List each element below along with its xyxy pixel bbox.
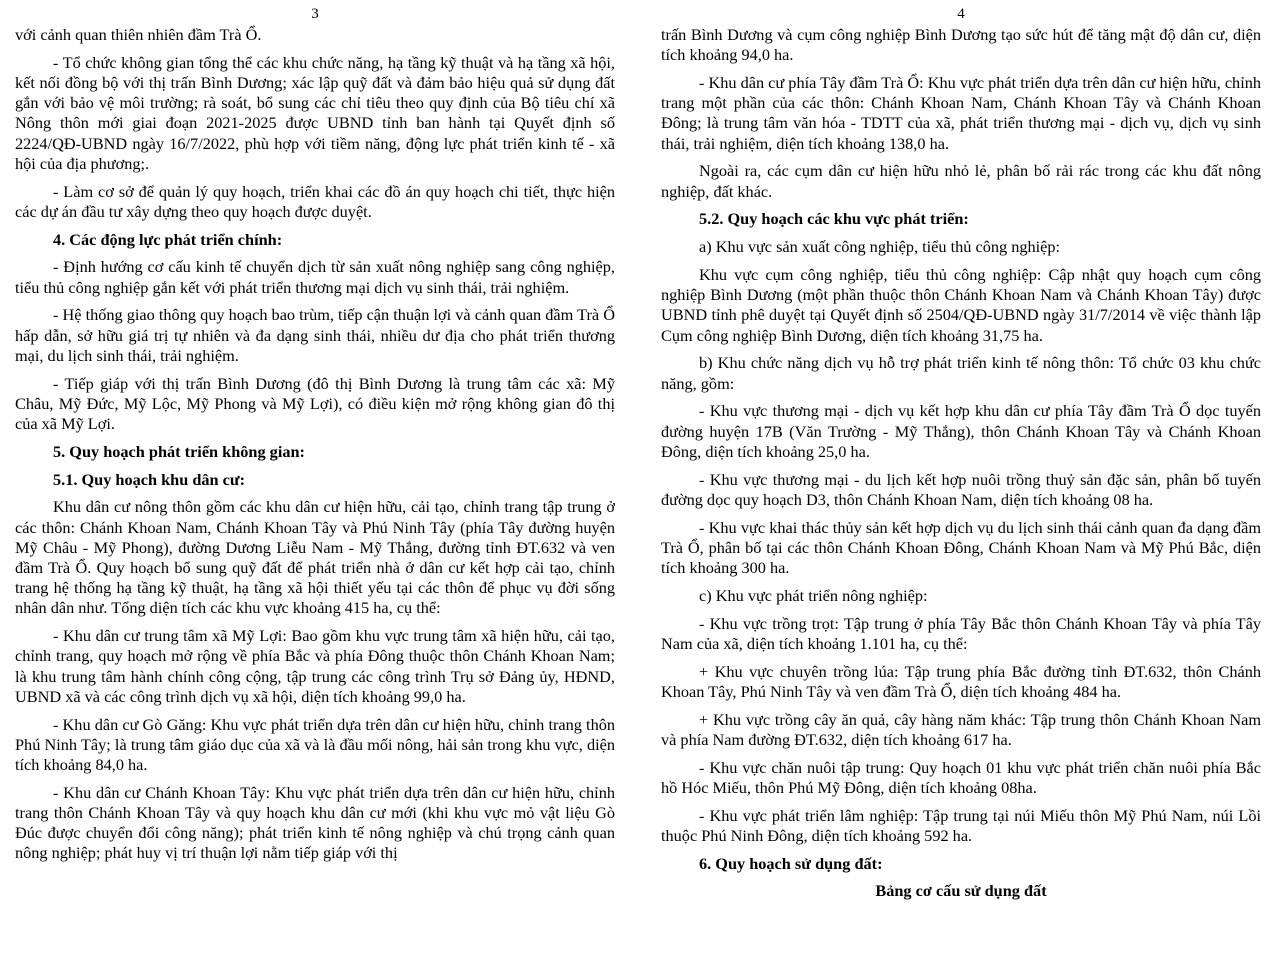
paragraph: - Khu dân cư trung tâm xã Mỹ Lợi: Bao gồm khu vực trung tâm xã hiện hữu, cải tạo, chỉnh trang, quy hoạch mở rộng về phía Bắc và phía Đông thuộc thôn Chánh Khoan Nam; là khu trung tâm hành chính công cộng, tập trung các công trình Trụ sở Đảng ủy, HĐND, UBND xã và các công trình dịch vụ xã hội, diện tích khoảng 99,0 ha.	[15, 626, 615, 706]
paragraph: + Khu vực chuyên trồng lúa: Tập trung phía Bắc đường tỉnh ĐT.632, thôn Chánh Khoan Tây, Phú Ninh Tây và ven đầm Trà Ổ, diện tích khoảng 484 ha.	[661, 661, 1261, 701]
paragraph: - Khu vực phát triển lâm nghiệp: Tập trung tại núi Miếu thôn Mỹ Phú Nam, núi Lồi thuộc Phú Ninh Đông, diện tích khoảng 592 ha.	[661, 805, 1261, 845]
section-heading: 6. Quy hoạch sử dụng đất:	[699, 853, 883, 873]
paragraph: - Khu vực chăn nuôi tập trung: Quy hoạch 01 khu vực phát triển chăn nuôi phía Bắc hồ Hóc Miếu, thôn Phú Mỹ Đông, diện tích khoảng 08ha.	[661, 757, 1261, 797]
paragraph: c) Khu vực phát triển nông nghiệp:	[699, 585, 928, 605]
paragraph: - Khu vực thương mại - du lịch kết hợp nuôi trồng thuỷ sản đặc sản, phân bố tuyến đường dọc quy hoạch D3, thôn Chánh Khoan Nam, diện tích khoảng 08 ha.	[661, 469, 1261, 509]
paragraph: - Khu vực trồng trọt: Tập trung ở phía Tây Bắc thôn Chánh Khoan Tây và phía Tây Nam của xã, diện tích khoảng 1.101 ha, cụ thể:	[661, 613, 1261, 653]
paragraph: + Khu vực trồng cây ăn quả, cây hàng năm khác: Tập trung thôn Chánh Khoan Nam và phía Nam đường ĐT.632, diện tích khoảng 617 ha.	[661, 709, 1261, 749]
right-page	[661, 0, 1261, 955]
section-heading: 4. Các động lực phát triển chính:	[53, 229, 283, 249]
paragraph: - Khu dân cư phía Tây đầm Trà Ổ: Khu vực phát triển dựa trên dân cư hiện hữu, chỉnh trang một phần của các thôn: Chánh Khoan Nam, Chánh Khoan Tây và Chánh Khoan Đông; là trung tâm văn hóa - TDTT của xã, phát triển thương mại - dịch vụ, dịch vụ sinh thái, trải nghiệm, diện tích khoảng 138,0 ha.	[661, 73, 1261, 153]
paragraph: với cảnh quan thiên nhiên đầm Trà Ổ.	[15, 25, 262, 44]
section-heading: 5. Quy hoạch phát triển không gian:	[53, 441, 305, 461]
left-page	[15, 0, 615, 955]
paragraph: - Khu dân cư Gò Găng: Khu vực phát triển dựa trên dân cư hiện hữu, chỉnh trang thôn Phú Ninh Tây; là trung tâm giáo dục của xã và là đầu mối nông, hải sản trong khu vực, diện tích khoảng 84,0 ha.	[15, 714, 615, 775]
paragraph: a) Khu vực sản xuất công nghiệp, tiểu thủ công nghiệp:	[699, 237, 1061, 257]
paragraph: b) Khu chức năng dịch vụ hỗ trợ phát triển kinh tế nông thôn: Tổ chức 03 khu chức năng, gồm:	[661, 353, 1261, 393]
subsection-heading: 5.2. Quy hoạch các khu vực phát triển:	[699, 209, 969, 229]
paragraph: - Định hướng cơ cấu kinh tế chuyển dịch từ sản xuất nông nghiệp sang công nghiệp, tiểu thủ công nghiệp gắn kết với phát triển thương mại dịch vụ sinh thái, trải nghiệm.	[15, 257, 615, 297]
paragraph: - Làm cơ sở để quản lý quy hoạch, triển khai các đồ án quy hoạch chi tiết, thực hiện các dự án đầu tư xây dựng theo quy hoạch được duyệt.	[15, 181, 615, 221]
table-title: Bảng cơ cấu sử dụng đất	[875, 881, 1047, 901]
paragraph: - Khu vực khai thác thủy sản kết hợp dịch vụ du lịch sinh thái cảnh quan đa dạng đầm Trà Ổ, phân bố tại các thôn Chánh Khoan Đông, Chánh Khoan Nam và Mỹ Phú Bắc, diện tích khoảng 300 ha.	[661, 517, 1261, 578]
paragraph: trấn Bình Dương và cụm công nghiệp Bình Dương tạo sức hút để tăng mật độ dân cư, diện tích khoảng 94,0 ha.	[661, 25, 1261, 65]
paragraph: - Tiếp giáp với thị trấn Bình Dương (đô thị Bình Dương là trung tâm các xã: Mỹ Châu, Mỹ Đức, Mỹ Lộc, Mỹ Phong và Mỹ Lợi), có điều kiện mở rộng không gian đô thị của xã Mỹ Lợi.	[15, 373, 615, 434]
subsection-heading: 5.1. Quy hoạch khu dân cư:	[53, 469, 246, 489]
page-number: 4	[957, 6, 965, 22]
paragraph: - Khu vực thương mại - dịch vụ kết hợp khu dân cư phía Tây đầm Trà Ổ dọc tuyến đường huyện 17B (Văn Trường - Mỹ Thắng), thôn Chánh Khoan Tây và Chánh Khoan Đông, diện tích khoảng 25,0 ha.	[661, 401, 1261, 461]
paragraph: - Khu dân cư Chánh Khoan Tây: Khu vực phát triển dựa trên dân cư hiện hữu, chỉnh trang thôn Chánh Khoan Tây và quy hoạch khu dân cư mới (khi khu vực mỏ vật liệu Gò Đúc được chuyển đổi công năng); phát triển kinh tế nông nghiệp và chú trọng cảnh quan nông nghiệp; phát huy vị trí thuận lợi nằm tiếp giáp với thị	[15, 782, 615, 863]
paragraph: Khu vực cụm công nghiệp, tiểu thủ công nghiệp: Cập nhật quy hoạch cụm công nghiệp Bình Dương (một phần thuộc thôn Chánh Khoan Nam và Chánh Khoan Tây) được UBND tỉnh phê duyệt tại Quyết định số 2504/QĐ-UBND ngày 31/7/2014 về việc thành lập Cụm công nghiệp Bình Dương, diện tích khoảng 31,75 ha.	[661, 265, 1261, 345]
page-number: 3	[311, 6, 319, 22]
paragraph: - Tổ chức không gian tổng thể các khu chức năng, hạ tầng kỹ thuật và hạ tầng xã hội, kết nối đồng bộ với thị trấn Bình Dương; xác lập quỹ đất và đảm bảo hiệu quả sử dụng đất gắn với bảo vệ môi trường; rà soát, bổ sung các chỉ tiêu theo quy định của Bộ tiêu chí xã Nông thôn mới giai đoạn 2021-2025 được UBND tỉnh ban hành tại Quyết định số 2224/QĐ-UBND ngày 16/7/2022, phù hợp với tiềm năng, động lực phát triển kinh tế - xã hội của địa phương;.	[15, 52, 615, 173]
paragraph: Khu dân cư nông thôn gồm các khu dân cư hiện hữu, cải tạo, chỉnh trang tập trung ở các thôn: Chánh Khoan Nam, Chánh Khoan Tây và Phú Ninh Tây (phía Tây đường huyện Mỹ Châu - Mỹ Phong), đường Dương Liễu Nam - Mỹ Thắng, đường tỉnh ĐT.632 và ven đầm Trà Ổ. Quy hoạch bổ sung quỹ đất để phát triển nhà ở dân cư kết hợp cải tạo, chỉnh trang hệ thống hạ tầng kỹ thuật, hạ tầng xã hội thiết yếu tại các thôn để phục vụ đời sống nhân dân như. Tổng diện tích các khu vực khoảng 415 ha, cụ thể:	[15, 497, 615, 618]
paragraph: Ngoài ra, các cụm dân cư hiện hữu nhỏ lẻ, phân bố rải rác trong các khu đất nông nghiệp, đất khác.	[661, 161, 1261, 201]
paragraph: - Hệ thống giao thông quy hoạch bao trùm, tiếp cận thuận lợi và cảnh quan đầm Trà Ổ hấp dẫn, sở hữu giá trị tự nhiên và đa dạng sinh thái, nhiều dư địa cho phát triển thương mại, du lịch sinh thái, trải nghiệm.	[15, 305, 615, 365]
